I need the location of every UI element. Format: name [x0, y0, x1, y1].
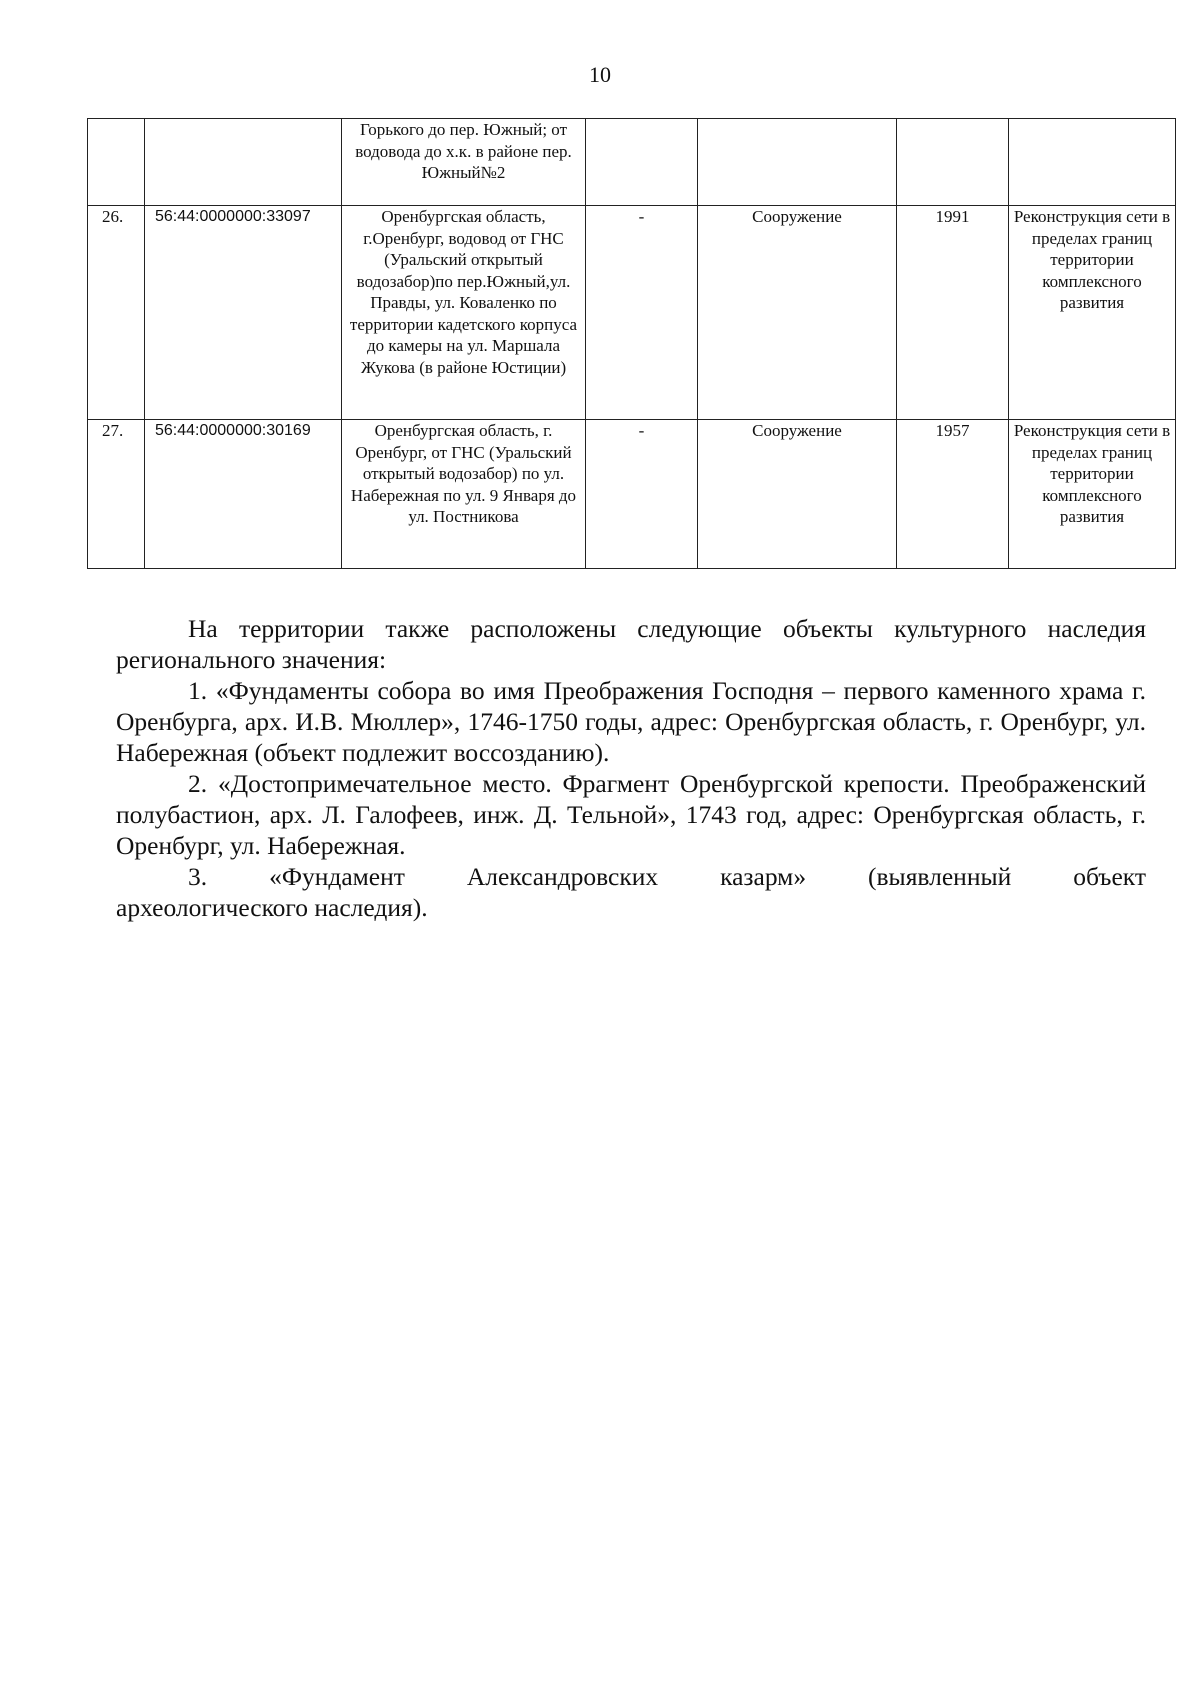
col4-value: - — [586, 206, 698, 420]
heritage-objects-section — [116, 613, 1146, 923]
cadastral-number: 56:44:0000000:33097 — [145, 206, 342, 420]
heritage-item-3: 3. «Фундамент Александровских казарм» (выявленный объект — [188, 862, 1146, 891]
object-plan — [1009, 119, 1176, 206]
table-row — [88, 119, 1176, 206]
section-intro: На территории также расположены следующие объекты культурного наследия регионального значения: — [116, 614, 1146, 674]
object-address: Горького до пер. Южный; от водовода до х.к. в районе пер. Южный№2 — [342, 119, 586, 206]
row-number: 26. — [88, 206, 145, 420]
heritage-item-1: 1. «Фундаменты собора во имя Преображения Господня – первого каменного храма г. Оренбурга, арх. И.В. Мюллер», 1746-1750 годы, адрес: Оренбургская область, г. Оренбург, ул. Набережная (объект подлежит воссозданию). — [116, 676, 1146, 767]
object-year: 1991 — [897, 206, 1009, 420]
object-plan: Реконструкция сети в пределах границ территории комплексного развития — [1009, 420, 1176, 569]
object-address: Оренбургская область, г. Оренбург, от ГНС (Уральский открытый водозабор) по ул. Набережная по ул. 9 Января до ул. Постникова — [342, 420, 586, 569]
object-type: Сооружение — [698, 420, 897, 569]
col4-value — [586, 119, 698, 206]
row-number — [88, 119, 145, 206]
table-row — [88, 206, 1176, 420]
col4-value: - — [586, 420, 698, 569]
object-type: Сооружение — [698, 206, 897, 420]
heritage-item-2: 2. «Достопримечательное место. Фрагмент Оренбургской крепости. Преображенский полубастион, арх. Л. Галофеев, инж. Д. Тельной», 1743 год, адрес: Оренбургская область, г. Оренбург, ул. Набережная. — [116, 769, 1146, 860]
object-address: Оренбургская область, г.Оренбург, водовод от ГНС (Уральский открытый водозабор)по пер.Южный,ул. Правды, ул. Коваленко по территории кадетского корпуса до камеры на ул. Маршала Жукова (в районе Юстиции) — [342, 206, 586, 420]
table-row — [88, 420, 1176, 569]
object-plan: Реконструкция сети в пределах границ территории комплексного развития — [1009, 206, 1176, 420]
cadastral-number — [145, 119, 342, 206]
row-number: 27. — [88, 420, 145, 569]
objects-table — [87, 118, 1176, 569]
object-year — [897, 119, 1009, 206]
object-type — [698, 119, 897, 206]
page-number: 10 — [589, 62, 611, 87]
cadastral-number: 56:44:0000000:30169 — [145, 420, 342, 569]
heritage-item-3-continuation: археологического наследия). — [116, 893, 428, 922]
object-year: 1957 — [897, 420, 1009, 569]
